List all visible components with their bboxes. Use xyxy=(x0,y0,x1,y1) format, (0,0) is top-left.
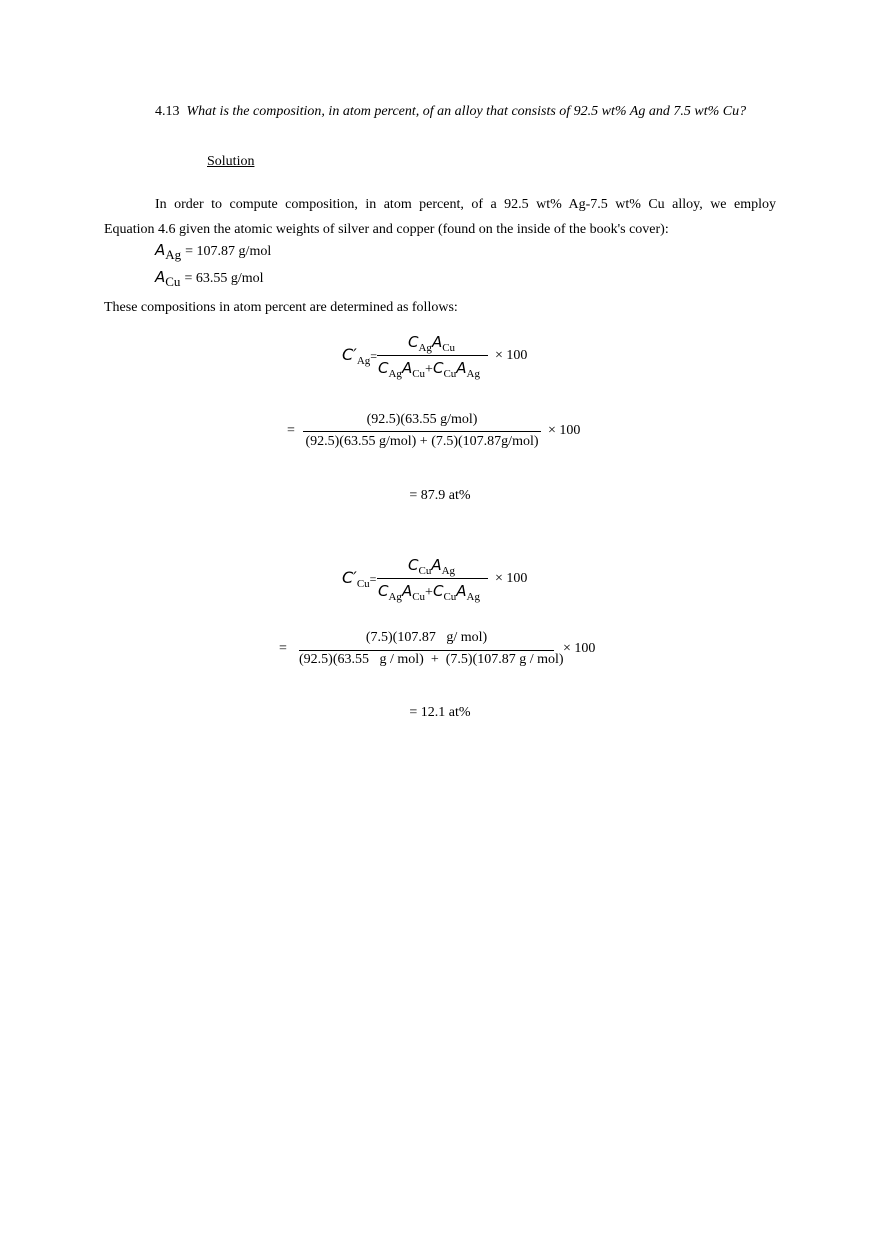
compositions-intro: These compositions in atom percent are determined as follows: xyxy=(104,300,458,315)
subscript: Cu xyxy=(442,342,456,354)
subscript-cu: Cu xyxy=(356,578,370,590)
subscript: Cu xyxy=(443,368,457,380)
symbol-a: A xyxy=(155,268,166,286)
subscript: Cu xyxy=(418,565,432,577)
subscript: Ag xyxy=(466,591,480,603)
problem-statement xyxy=(155,104,746,120)
atomic-weight-cu xyxy=(155,268,264,287)
eq-cu-numerator xyxy=(408,556,455,575)
fraction-bar xyxy=(377,355,488,356)
plus-sign: + xyxy=(425,362,433,377)
symbol-c-prime: C′ xyxy=(342,568,357,587)
symbol-c: C xyxy=(432,582,444,600)
symbol-c: C xyxy=(408,333,419,351)
result-cu: = 12.1 at% xyxy=(409,705,471,720)
eq-cu-lhs xyxy=(342,568,376,588)
subscript: Cu xyxy=(412,591,426,603)
symbol-a: A xyxy=(401,582,413,600)
fraction-bar xyxy=(303,431,541,432)
ag-weight-value: = 107.87 g/mol xyxy=(185,244,272,259)
equals-sign: = xyxy=(287,423,295,438)
symbol-a: A xyxy=(431,556,442,574)
subscript-cu: Cu xyxy=(165,274,181,289)
symbol-c: C xyxy=(432,359,444,377)
fraction-bar xyxy=(299,650,554,651)
cu-weight-value: = 63.55 g/mol xyxy=(184,271,264,286)
sub-ag-denominator: (92.5)(63.55 g/mol) + (7.5)(107.87g/mol) xyxy=(305,434,539,449)
intro-paragraph xyxy=(104,192,776,242)
fraction-bar xyxy=(377,578,488,579)
plus-sign: + xyxy=(425,585,433,600)
subscript: Ag xyxy=(418,342,432,354)
times-100: × 100 xyxy=(548,423,581,438)
subscript: Ag xyxy=(466,368,480,380)
sub-cu-numerator: (7.5)(107.87 g/ mol) xyxy=(365,630,488,645)
intro-line-2: Equation 4.6 given the atomic weights of silver and copper (found on the inside of the book's cover): xyxy=(104,222,669,237)
subscript: Cu xyxy=(443,591,457,603)
symbol-a: A xyxy=(456,582,467,600)
symbol-c: C xyxy=(408,556,419,574)
times-100: × 100 xyxy=(563,641,596,656)
symbol-a: A xyxy=(456,359,467,377)
symbol-a: A xyxy=(401,359,413,377)
symbol-c-prime: C′ xyxy=(342,345,357,364)
symbol-c: C xyxy=(378,359,389,377)
intro-line-1: In order to compute composition, in atom percent, of a 92.5 wt% Ag-7.5 wt% Cu alloy, we employ xyxy=(155,197,776,212)
subscript: Ag xyxy=(388,368,402,380)
equals-sign: = xyxy=(370,349,378,363)
equals-sign: = xyxy=(279,641,287,656)
eq-ag-lhs xyxy=(342,345,377,365)
atomic-weight-ag xyxy=(155,241,271,260)
subscript-ag: Ag xyxy=(356,355,371,367)
times-100: × 100 xyxy=(495,348,528,363)
problem-number: 4.13 xyxy=(155,104,180,119)
symbol-a: A xyxy=(431,333,443,351)
subscript: Ag xyxy=(388,591,402,603)
sub-ag-numerator: (92.5)(63.55 g/mol) xyxy=(366,412,478,427)
eq-ag-numerator xyxy=(408,333,455,352)
symbol-a: A xyxy=(155,241,166,259)
solution-heading: Solution xyxy=(207,154,255,169)
result-ag: = 87.9 at% xyxy=(409,488,471,503)
eq-cu-denominator xyxy=(378,582,480,601)
symbol-c: C xyxy=(378,582,389,600)
problem-question: What is the composition, in atom percent, of an alloy that consists of 92.5 wt% Ag and 7.5 wt% Cu? xyxy=(186,104,747,119)
equals-sign: = xyxy=(369,572,377,586)
sub-cu-denominator: (92.5)(63.55 g / mol) + (7.5)(107.87 g / mol) xyxy=(299,652,564,667)
times-100: × 100 xyxy=(495,571,528,586)
eq-ag-denominator xyxy=(378,359,480,378)
subscript-ag: Ag xyxy=(165,247,182,262)
subscript: Ag xyxy=(441,565,456,577)
subscript: Cu xyxy=(412,368,426,380)
